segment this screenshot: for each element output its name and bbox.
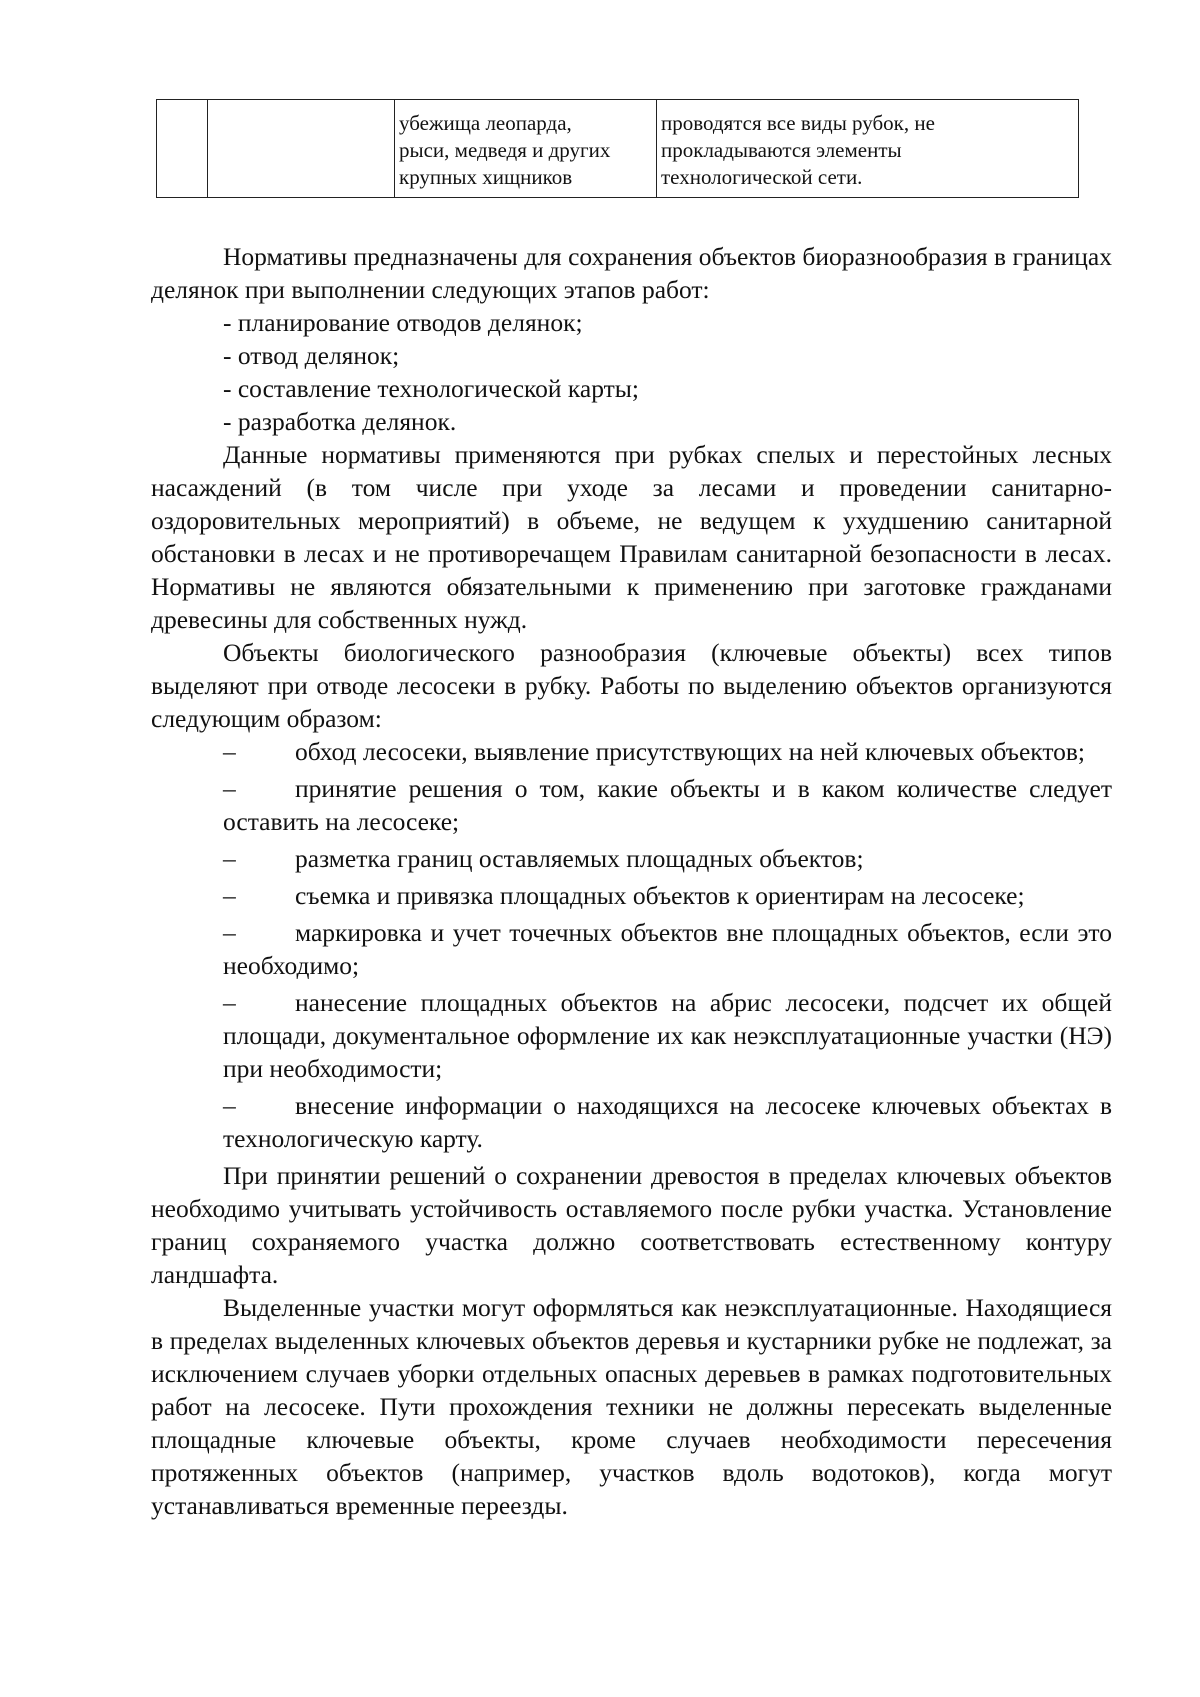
- dash-bullet: –: [223, 918, 236, 947]
- paragraph: Данные нормативы применяются при рубках спелых и перестойных лесных насаждений (в том числе при уходе за лесами и проведении санитарно-оздоровительных мероприятий) в объеме, не ведущем к ухудшению санитарной обстановки в лесах и не противоречащем Правилам санитарной безопасности в лесах. Нормативы не являются обязательными к применению при заготовке гражданами древесины для собственных нужд.: [151, 440, 1112, 634]
- list-item-text: маркировка и учет точечных объектов вне площадных объектов, если это необходимо;: [223, 918, 1112, 980]
- table-cell-measures: проводятся все виды рубок, не прокладываются элементы технологической сети.: [657, 100, 1079, 198]
- list-item-text: внесение информации о находящихся на лесосеке ключевых объектах в технологическую карту.: [223, 1091, 1112, 1153]
- table-row: [157, 100, 1079, 198]
- list-item: [151, 986, 1112, 1085]
- list-item: [151, 879, 1112, 912]
- table-cell-object: убежища леопарда, рыси, медведя и других крупных хищников: [395, 100, 657, 198]
- list-item: - отвод делянок;: [223, 341, 400, 370]
- list-item: - составление технологической карты;: [223, 374, 639, 403]
- list-item: [151, 735, 1112, 768]
- list-item-text: обход лесосеки, выявление присутствующих на ней ключевых объектов;: [295, 737, 1086, 766]
- dash-bullet: –: [223, 881, 236, 910]
- list-item-text: нанесение площадных объектов на абрис лесосеки, подсчет их общей площади, документальное оформление их как неэксплуатационные участки (НЭ) при необходимости;: [223, 988, 1112, 1083]
- table-cell-number: [157, 100, 208, 198]
- paragraph: Нормативы предназначены для сохранения объектов биоразнообразия в границах делянок при выполнении следующих этапов работ:: [151, 242, 1112, 304]
- table-cell-object-type: [208, 100, 395, 198]
- list-item-text: разметка границ оставляемых площадных объектов;: [295, 844, 864, 873]
- list-item: [151, 772, 1112, 838]
- list-item: [151, 916, 1112, 982]
- list-item-text: съемка и привязка площадных объектов к ориентирам на лесосеке;: [295, 881, 1025, 910]
- norms-table: [156, 99, 1079, 198]
- dash-bullet: –: [223, 844, 236, 873]
- list-item: [151, 842, 1112, 875]
- list-item: - планирование отводов делянок;: [223, 308, 583, 337]
- paragraph: Объекты биологического разнообразия (ключевые объекты) всех типов выделяют при отводе лесосеки в рубку. Работы по выделению объектов организуются следующим образом:: [151, 638, 1112, 733]
- list-item-text: принятие решения о том, какие объекты и в каком количестве следует оставить на лесосеке;: [223, 774, 1112, 836]
- list-item: [151, 1089, 1112, 1155]
- paragraph: Выделенные участки могут оформляться как неэксплуатационные. Находящиеся в пределах выделенных ключевых объектов деревья и кустарники рубке не подлежат, за исключением случаев уборки отдельных опасных деревьев в рамках подготовительных работ на лесосеке. Пути прохождения техники не должны пересекать выделенные площадные ключевые объекты, кроме случаев необходимости пересечения протяженных объектов (например, участков вдоль водотоков), когда могут устанавливаться временные переезды.: [151, 1293, 1112, 1520]
- document-body: [151, 240, 1112, 1522]
- dash-bullet: –: [223, 988, 236, 1017]
- dash-bullet: –: [223, 1091, 236, 1120]
- dash-bullet: –: [223, 774, 236, 803]
- list-item: - разработка делянок.: [223, 407, 457, 436]
- paragraph: При принятии решений о сохранении древостоя в пределах ключевых объектов необходимо учитывать устойчивость оставляемого после рубки участка. Установление границ сохраняемого участка должно соответствовать естественному контуру ландшафта.: [151, 1161, 1112, 1289]
- dash-bullet: –: [223, 737, 236, 766]
